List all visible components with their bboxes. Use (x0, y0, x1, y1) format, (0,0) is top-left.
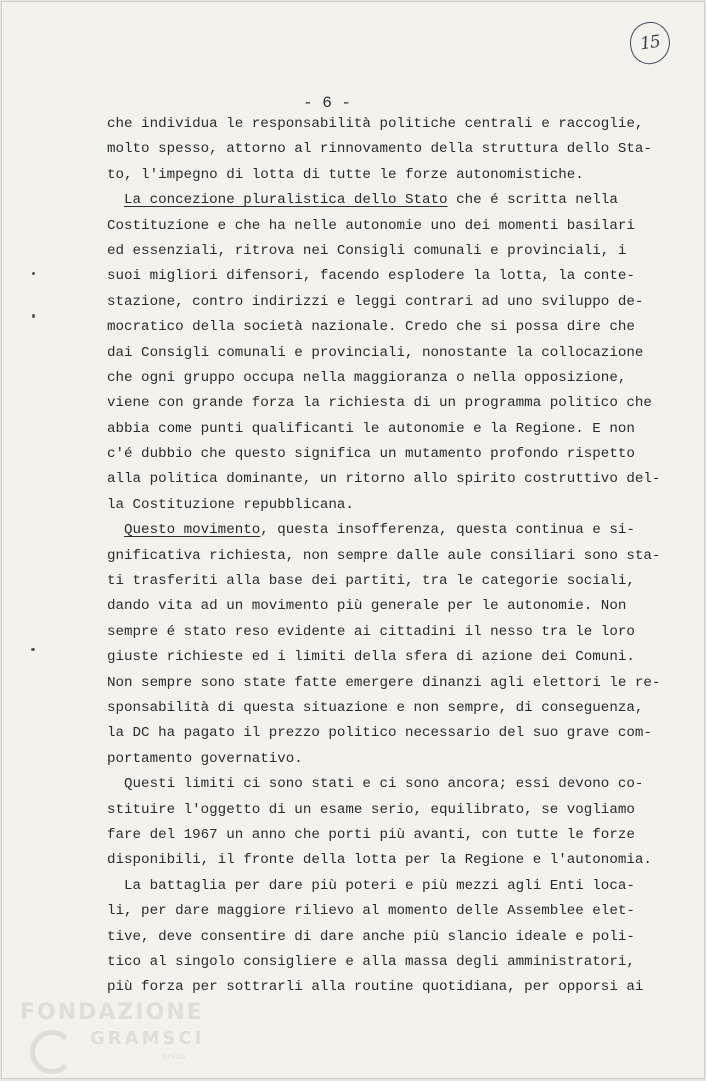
text-line (107, 163, 655, 188)
text-line (107, 391, 655, 416)
text-line (107, 493, 655, 518)
line-text: fare del 1967 un anno che porti più avanti, con tutte le forze (107, 826, 635, 843)
line-text: suoi migliori difensori, facendo esplodere la lotta, la conte- (107, 268, 635, 285)
line-text: to, l'impegno di lotta di tutte le forze autonomistiche. (107, 166, 584, 183)
line-text: che individua le responsabilità politiche centrali e raccoglie, (107, 116, 644, 132)
text-line (107, 747, 655, 772)
text-line (107, 341, 655, 366)
line-text: la DC ha pagato il prezzo politico necessario del suo grave com- (107, 725, 652, 742)
text-line (107, 645, 655, 670)
text-line (107, 264, 655, 289)
text-line (107, 899, 655, 924)
margin-mark (32, 314, 35, 318)
line-text: disponibili, il fronte della lotta per la Regione e l'autonomia. (107, 852, 652, 869)
text-line (107, 696, 655, 721)
text-line (107, 620, 655, 645)
line-text: tive, deve consentire di dare anche più slancio ideale e poli- (107, 928, 635, 945)
document-page (1, 1, 705, 1079)
text-line (107, 544, 661, 569)
line-text: Non sempre sono state fatte emergere dinanzi agli elettori le re- (107, 674, 661, 691)
line-text: sponsabilità di questa situazione e non sempre, di conseguenza, (107, 699, 644, 716)
watermark-logo-icon (30, 1030, 74, 1074)
paragraph-indent (107, 522, 124, 538)
text-line (107, 798, 655, 823)
line-text: dai Consigli comunali e provinciali, nonostante la collocazione (107, 344, 644, 361)
text-line (107, 467, 661, 492)
line-text: ed essenziali, ritrova nei Consigli comunali e provinciali, i (107, 242, 627, 259)
line-text: molto spesso, attorno al rinnovamento della struttura dello Sta- (107, 141, 652, 158)
line-text: mocratico della società nazionale. Credo che si possa dire che (107, 319, 635, 336)
text-line (107, 315, 655, 340)
line-text: , questa insofferenza, questa continua e si- (260, 522, 635, 539)
line-text: stituire l'oggetto di un esame serio, equilibrato, se vogliamo (107, 801, 635, 818)
text-line (107, 874, 655, 899)
typewritten-body (107, 112, 661, 1001)
text-line (107, 112, 655, 137)
line-text: che é scritta nella (447, 192, 618, 209)
line-text: abbia come punti qualificanti le autonomie e la Regione. E non (107, 420, 635, 437)
text-line (107, 925, 655, 950)
text-line (107, 569, 655, 594)
line-text: Costituzione e che ha nelle autonomie uno dei momenti basilari (107, 217, 635, 234)
watermark-line-2: GRAMSCI (90, 1028, 205, 1049)
text-line (107, 518, 655, 543)
line-text: li, per dare maggiore rilievo al momento delle Assemblee elet- (107, 903, 635, 920)
paragraph-indent (107, 776, 124, 792)
text-line (107, 594, 655, 619)
page-number: - 6 - (302, 94, 351, 112)
line-text: la Costituzione repubblicana. (107, 496, 354, 513)
text-line (107, 137, 655, 162)
handwritten-page-stamp: 15 (627, 19, 672, 66)
text-line (107, 823, 655, 848)
line-text: dando vita ad un movimento più generale per le autonomie. Non (107, 598, 627, 615)
text-line (107, 442, 655, 467)
line-text: più forza per sottrarli alla routine quotidiana, per opporsi ai (107, 979, 644, 996)
line-text: stazione, contro indirizzi e leggi contrari ad uno sviluppo de- (107, 293, 644, 310)
line-text: sempre é stato reso evidente ai cittadini il nesso tra le loro (107, 623, 635, 640)
line-text: portamento governativo. (107, 750, 303, 767)
text-line (107, 188, 655, 213)
underlined-phrase: Questo movimento (124, 522, 261, 539)
text-line (107, 214, 655, 239)
text-line (107, 721, 655, 746)
watermark-line-1: FONDAZIONE (20, 1000, 204, 1025)
paragraph-indent (107, 192, 124, 208)
text-line (107, 290, 655, 315)
text-line (107, 366, 655, 391)
watermark-line-3: onlus (162, 1052, 187, 1062)
text-line (107, 848, 655, 873)
margin-mark (32, 272, 35, 275)
text-line (107, 417, 655, 442)
line-text: c'é dubbio che questo significa un mutamento profondo rispetto (107, 446, 635, 463)
line-text: alla politica dominante, un ritorno allo spirito costruttivo del- (107, 471, 661, 488)
underlined-phrase: La concezione pluralistica dello Stato (124, 192, 448, 209)
text-line (107, 239, 655, 264)
text-line (107, 772, 655, 797)
line-text: ti trasferiti alla base dei partiti, tra le categorie sociali, (107, 573, 635, 590)
margin-mark (31, 648, 35, 651)
line-text: Questi limiti ci sono stati e ci sono ancora; essi devono co- (124, 776, 644, 793)
text-line (107, 671, 661, 696)
text-line (107, 975, 655, 1000)
text-line (107, 950, 655, 975)
line-text: tico al singolo consigliere e alla massa degli amministratori, (107, 953, 635, 970)
line-text: La battaglia per dare più poteri e più mezzi agli Enti loca- (124, 877, 635, 894)
line-text: giuste richieste ed i limiti della sfera di azione dei Comuni. (107, 649, 635, 666)
line-text: gnificativa richiesta, non sempre dalle aule consiliari sono sta- (107, 547, 661, 564)
paragraph-indent (107, 878, 124, 894)
line-text: viene con grande forza la richiesta di un programma politico che (107, 395, 652, 412)
line-text: che ogni gruppo occupa nella maggioranza o nella opposizione, (107, 369, 627, 386)
